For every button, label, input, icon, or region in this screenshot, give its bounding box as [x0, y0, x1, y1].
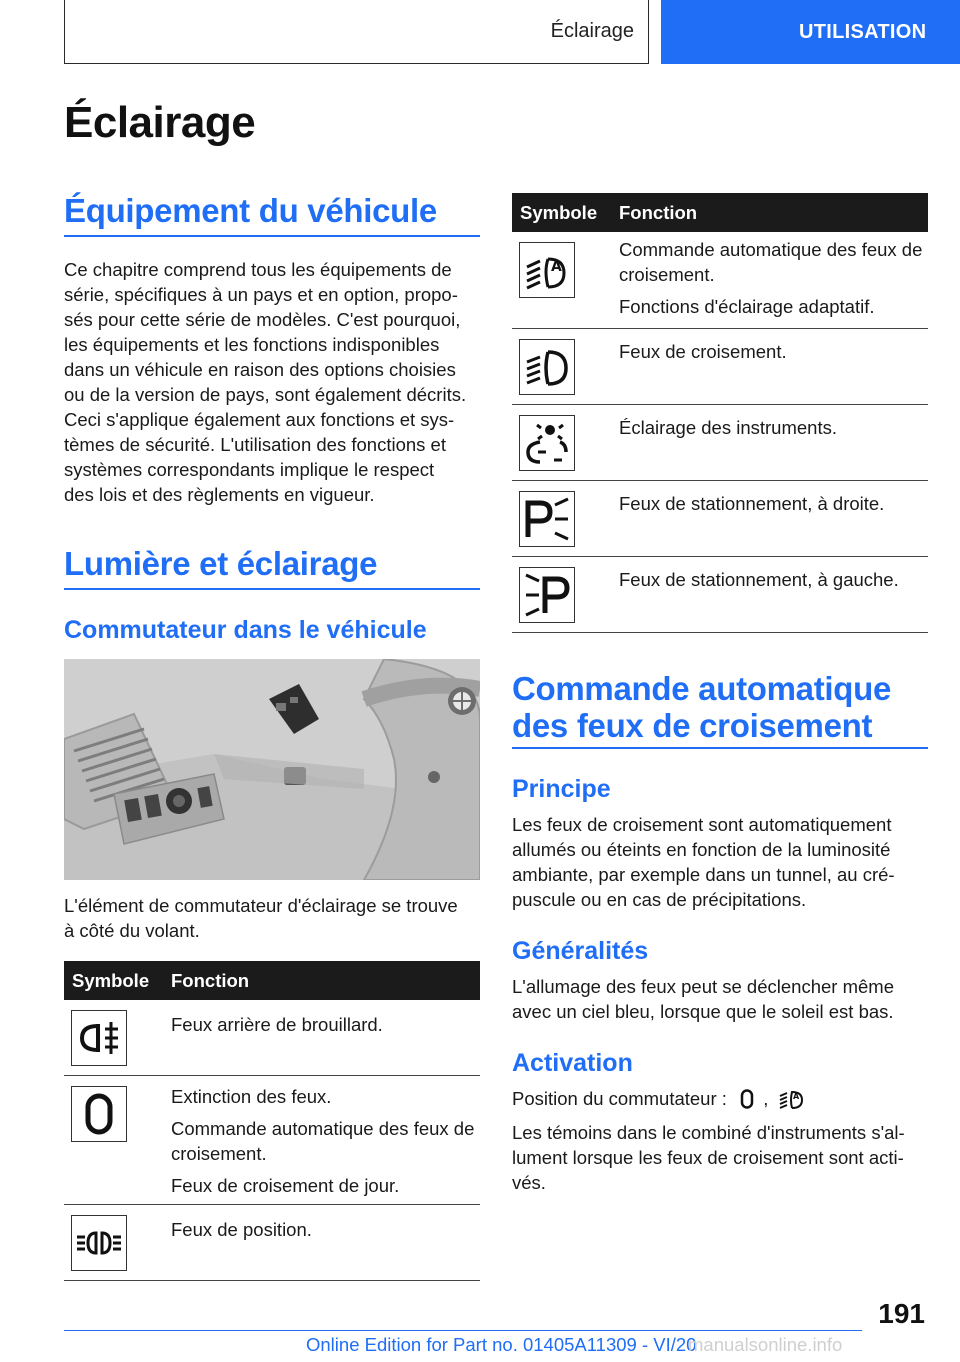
table-row — [512, 557, 928, 633]
table-row — [64, 1076, 480, 1205]
heading-lighting: Lumière et éclairage — [64, 545, 378, 582]
text-line: ou de la version de pays, sont également décrits. — [64, 384, 467, 405]
footer-rule — [64, 1330, 862, 1331]
function-text: Extinction des feux. — [171, 1086, 332, 1107]
text-line: Ceci s'applique également aux fonctions et sys- — [64, 409, 455, 430]
table-row — [512, 405, 928, 481]
text-line: L'allumage des feux peut se déclencher même — [512, 976, 894, 997]
header-chapter-tab — [661, 0, 960, 64]
text-line: puscule ou en cas de précipitations. — [512, 889, 807, 910]
low-beam-icon — [519, 339, 575, 395]
function-text: Fonctions d'éclairage adaptatif. — [619, 296, 875, 317]
function-cell — [619, 339, 924, 364]
text-line: systèmes correspondants implique le respect — [64, 459, 435, 480]
equipment-paragraph — [64, 257, 484, 507]
heading-switch: Commutateur dans le véhicule — [64, 616, 427, 644]
text-line: ambiante, par exemple dans un tunnel, au cré- — [512, 864, 895, 885]
function-text: Feux arrière de brouillard. — [171, 1014, 383, 1035]
principle-paragraph — [512, 812, 932, 912]
function-cell — [619, 237, 924, 319]
separator: , — [763, 1088, 769, 1109]
table-row — [64, 1000, 480, 1076]
function-text: Commande automatique des feux de croisement. — [171, 1118, 475, 1164]
table-header — [512, 193, 928, 232]
table-row — [512, 232, 928, 329]
symbol-table-right — [512, 193, 928, 633]
column-header-function: Fonction — [619, 202, 698, 223]
activation-paragraph — [512, 1086, 932, 1195]
lights-off-zero-icon — [71, 1086, 127, 1142]
text-line: vés. — [512, 1172, 546, 1193]
text-line: tèmes de sécurité. L'utilisation des fonctions et — [64, 434, 446, 455]
function-text: Éclairage des instruments. — [619, 417, 837, 438]
auto-low-beam-icon — [779, 1087, 805, 1115]
heading-activation: Activation — [512, 1049, 633, 1077]
heading-equipment-rule — [64, 235, 480, 237]
function-cell — [171, 1217, 476, 1242]
function-cell — [619, 415, 924, 440]
switch-position-label: Position du commutateur : — [512, 1088, 727, 1109]
function-text: Feux de stationnement, à droite. — [619, 493, 885, 514]
instrument-lighting-icon — [519, 415, 575, 471]
rear-fog-light-icon — [71, 1010, 127, 1066]
text-line: Les feux de croisement sont automatiquement — [512, 814, 892, 835]
page-title: Éclairage — [64, 98, 256, 147]
header-chapter-label: UTILISATION — [799, 20, 927, 43]
function-cell — [171, 1012, 476, 1037]
auto-low-beam-icon — [519, 242, 575, 298]
parking-light-right-icon — [519, 491, 575, 547]
text-line: dans un véhicule en raison des options choisies — [64, 359, 456, 380]
symbol-table-left — [64, 961, 480, 1281]
parking-lights-icon — [71, 1215, 127, 1271]
function-text: Feux de croisement. — [619, 341, 787, 362]
parking-light-left-icon — [519, 567, 575, 623]
function-text: Commande automatique des feux de croisement. — [619, 239, 923, 285]
function-text: Feux de position. — [171, 1219, 312, 1240]
table-row — [64, 1205, 480, 1281]
heading-equipment: Équipement du véhicule — [64, 192, 437, 229]
text-line: les équipements et les fonctions indisponibles — [64, 334, 440, 355]
page-number: 191 — [878, 1298, 925, 1329]
svg-text:A: A — [551, 259, 562, 275]
header-section-label: Éclairage — [550, 20, 634, 42]
column-header-symbol: Symbole — [520, 202, 598, 223]
text-line: série, spécifiques à un pays et en option, propo- — [64, 284, 458, 305]
heading-general: Généralités — [512, 937, 649, 965]
function-cell — [171, 1084, 476, 1198]
heading-auto-rule — [512, 747, 928, 749]
footer-edition: Online Edition for Part no. 01405A11309 - VI/20 — [306, 1334, 697, 1355]
table-header — [64, 961, 480, 1000]
light-switch-photo — [64, 659, 480, 880]
function-text: Feux de stationnement, à gauche. — [619, 569, 899, 590]
general-paragraph — [512, 974, 932, 1024]
text-line: à côté du volant. — [64, 920, 200, 941]
text-line: des lois et des règlements en vigueur. — [64, 484, 375, 505]
text-line: avec un ciel bleu, lorsque que le soleil est bas. — [512, 1001, 894, 1022]
column-header-symbol: Symbole — [72, 970, 150, 991]
function-cell — [619, 491, 924, 516]
table-row — [512, 329, 928, 405]
function-text: Feux de croisement de jour. — [171, 1175, 400, 1196]
text-line: L'élément de commutateur d'éclairage se trouve — [64, 895, 458, 916]
table-row — [512, 481, 928, 557]
column-header-function: Fonction — [171, 970, 250, 991]
switch-position-line — [512, 1086, 932, 1115]
text-line: lument lorsque les feux de croisement sont acti- — [512, 1147, 904, 1168]
svg-text:A: A — [793, 1092, 800, 1101]
header-section-tab — [64, 0, 649, 64]
footer-watermark: manualsonline.info — [688, 1334, 843, 1355]
text-line: Ce chapitre comprend tous les équipements de — [64, 259, 452, 280]
switch-caption — [64, 893, 484, 943]
heading-principle: Principe — [512, 775, 611, 803]
function-cell — [619, 567, 924, 592]
lights-off-zero-icon — [740, 1089, 754, 1115]
heading-line: des feux de croisement — [512, 706, 873, 744]
text-line: allumés ou éteints en fonction de la luminosité — [512, 839, 891, 860]
heading-auto-low-beam — [512, 671, 928, 745]
text-line: Les témoins dans le combiné d'instruments s'al- — [512, 1122, 905, 1143]
text-line: sés pour cette série de modèles. C'est pourquoi, — [64, 309, 461, 330]
heading-line: Commande automatique — [512, 670, 892, 707]
heading-lighting-rule — [64, 588, 480, 590]
